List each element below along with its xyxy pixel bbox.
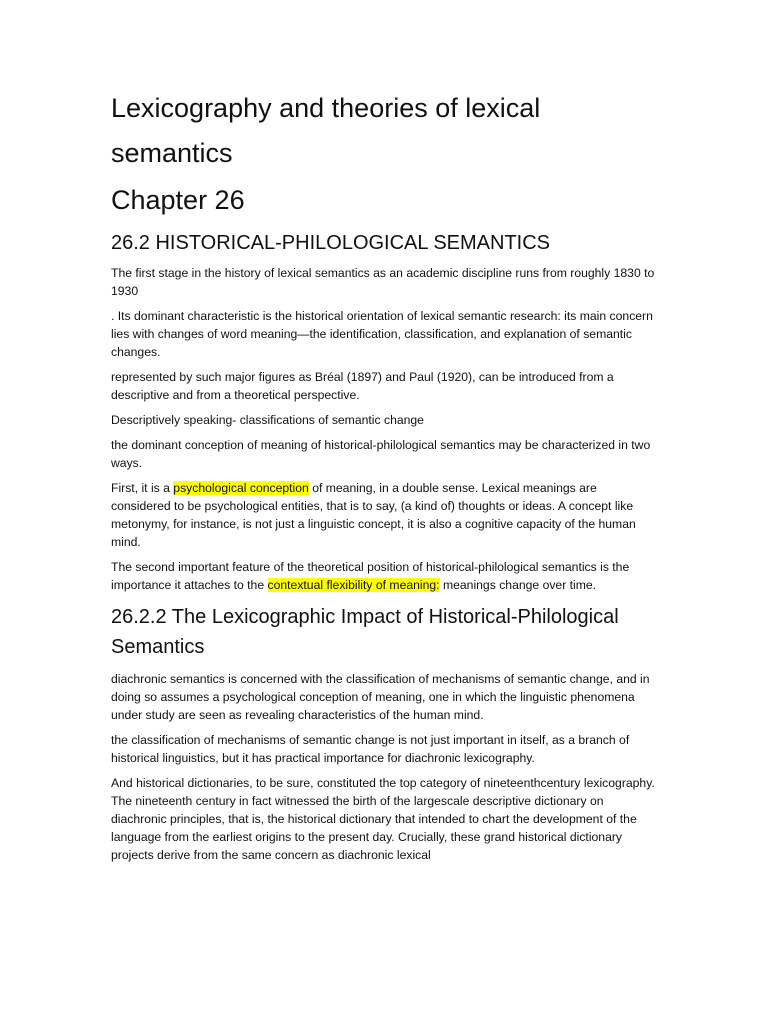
highlighted-phrase: contextual flexibility of meaning: xyxy=(267,578,440,592)
text-span: of meaning, in a double sense. Lexical meanings are considered to be psychological entities, that is to say, (a kind of) thoughts or ideas. A concept like metonymy, for instance, is not just a linguistic concept, it is also a cognitive capacity of the human mind. xyxy=(111,481,636,549)
chapter-heading: Chapter 26 xyxy=(111,185,245,215)
paragraph: represented by such major figures as Bréal (1897) and Paul (1920), can be introduced from a descriptive and from a theoretical perspective. xyxy=(111,370,614,402)
paragraph: . Its dominant characteristic is the historical orientation of lexical semantic research: its main concern lies with changes of word meaning—the identification, classification, and explanation of semantic changes. xyxy=(111,309,653,359)
paragraph xyxy=(111,558,656,594)
document-title: Lexicography and theories of lexical semantics xyxy=(111,93,541,168)
paragraph: The first stage in the history of lexical semantics as an academic discipline runs from roughly 1830 to 1930 xyxy=(111,266,655,298)
paragraph: the classification of mechanisms of semantic change is not just important in itself, as a branch of historical linguistics, but it has practical importance for diachronic lexicography. xyxy=(111,733,630,765)
paragraph: Descriptively speaking- classifications of semantic change xyxy=(111,413,424,427)
text-span: First, it is a xyxy=(111,481,174,495)
section-heading-26-2: 26.2 HISTORICAL-PHILOLOGICAL SEMANTICS xyxy=(111,232,551,254)
highlighted-phrase: psychological conception xyxy=(173,481,309,495)
text-span: The second important feature of the theoretical position of historical-philological semantics is the importance it attaches to the xyxy=(111,560,630,592)
section-heading-26-2-2: 26.2.2 The Lexicographic Impact of Historical-Philological Semantics xyxy=(111,606,619,658)
paragraph xyxy=(111,479,656,551)
paragraph: the dominant conception of meaning of historical-philological semantics may be characterized in two ways. xyxy=(111,438,651,470)
paragraph: diachronic semantics is concerned with the classification of mechanisms of semantic change, and in doing so assumes a psychological conception of meaning, one in which the linguistic phenomena under study are seen as revealing characteristics of the human mind. xyxy=(111,672,650,722)
paragraph: And historical dictionaries, to be sure, constituted the top category of nineteenthcentury lexicography. The nineteenth century in fact witnessed the birth of the largescale descriptive dictionary on diachronic principles, that is, the historical dictionary that intended to chart the development of the language from the earliest origins to the present day. Crucially, these grand historical dictionary projects derive from the same concern as diachronic lexical xyxy=(111,776,655,862)
text-span: meanings change over time. xyxy=(439,578,597,592)
document-page xyxy=(111,86,656,871)
